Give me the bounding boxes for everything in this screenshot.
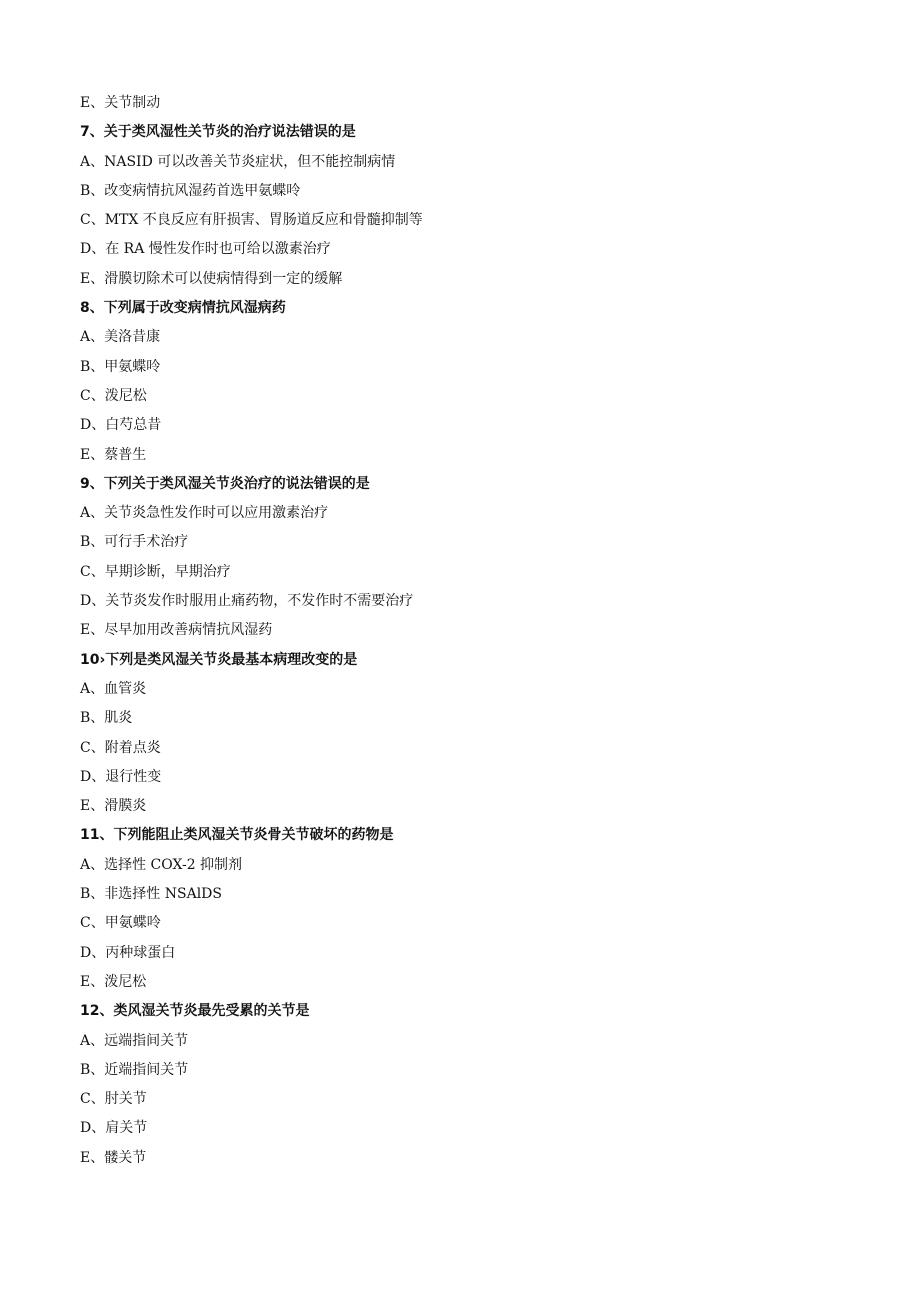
question-7: 7、关于类风湿性关节炎的治疗说法错误的是 <box>80 124 356 141</box>
option-d-q8: D、白芍总昔 <box>80 417 162 434</box>
question-12: 12、类风湿关节炎最先受累的关节是 <box>80 1003 310 1020</box>
question-9: 9、下列关于类风湿关节炎治疗的说法错误的是 <box>80 475 370 492</box>
option-e-q6: E、关节制动 <box>80 95 161 111</box>
document-page <box>80 89 880 1173</box>
option-d-q11: D、丙种球蛋白 <box>80 944 176 961</box>
option-c-q7: C、MTX 不良反应有肝损害、胃肠道反应和骨髓抑制等 <box>80 212 423 229</box>
option-c-q8: C、泼尼松 <box>80 387 147 404</box>
option-d-q7: D、在 RA 慢性发作时也可给以激素治疗 <box>80 241 331 258</box>
option-b-q7: B、改变病情抗风湿药首选甲氨蝶呤 <box>80 182 301 199</box>
option-e-q12: E、髅关节 <box>80 1149 147 1166</box>
option-c-q9: C、早期诊断，早期治疗 <box>80 563 231 580</box>
option-a-q8: A、美洛昔康 <box>80 329 161 346</box>
option-c-q12: C、肘关节 <box>80 1091 147 1108</box>
option-d-q9: D、关节炎发作时服用止痛药物，不发作时不需要治疗 <box>80 593 414 610</box>
option-c-q10: C、附着点炎 <box>80 739 161 756</box>
option-e-q9: E、尽早加用改善病情抗风湿药 <box>80 622 273 639</box>
question-11: 11、下列能阻止类风湿关节炎骨关节破坏的药物是 <box>80 827 394 844</box>
option-a-q11: A、选择性 COX-2 抑制剂 <box>80 856 243 873</box>
option-b-q10: B、肌炎 <box>80 710 133 727</box>
option-b-q12: B、近端指间关节 <box>80 1061 189 1078</box>
question-8: 8、下列属于改变病情抗风湿病药 <box>80 300 286 317</box>
option-d-q10: D、退行性变 <box>80 768 162 785</box>
option-e-q7: E、滑膜切除术可以使病情得到一定的缓解 <box>80 270 343 287</box>
option-a-q12: A、远端指间关节 <box>80 1032 189 1049</box>
option-d-q12: D、肩关节 <box>80 1120 148 1137</box>
option-e-q8: E、蔡普生 <box>80 446 147 463</box>
option-e-q10: E、滑膜炎 <box>80 798 147 815</box>
option-a-q7: A、NASID 可以改善关节炎症状，但不能控制病情 <box>80 153 396 170</box>
option-c-q11: C、甲氨蝶呤 <box>80 915 161 932</box>
option-b-q8: B、甲氨蝶呤 <box>80 358 161 375</box>
option-a-q10: A、血管炎 <box>80 680 147 697</box>
option-a-q9: A、关节炎急性发作时可以应用激素治疗 <box>80 505 329 522</box>
option-e-q11: E、泼尼松 <box>80 973 147 990</box>
question-10: 10›下列是类风湿关节炎最基本病理改变的是 <box>80 651 358 668</box>
option-b-q11: B、非选择性 NSAlDS <box>80 886 222 903</box>
option-b-q9: B、可行手术治疗 <box>80 534 189 551</box>
